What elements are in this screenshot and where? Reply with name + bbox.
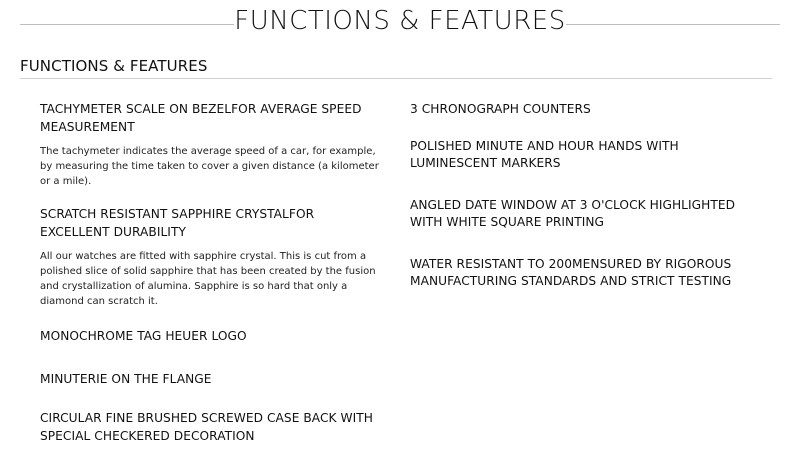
feature-title: 3 CHRONOGRAPH COUNTERS	[410, 102, 591, 116]
feature-item	[40, 328, 385, 346]
feature-item	[40, 206, 385, 309]
feature-item	[410, 197, 760, 232]
feature-description: All our watches are fitted with sapphire crystal. This is cut from a polished slice of solid sapphire that has been created by the fusion and crystallization of alumina. Sapphire is so hard that only a diamond can scratch it.	[40, 251, 376, 307]
section-divider	[20, 78, 772, 79]
header-divider-right	[566, 24, 780, 25]
feature-title: WATER RESISTANT TO 200MENSURED BY RIGOROUS MANUFACTURING STANDARDS AND STRICT TESTING	[410, 256, 732, 288]
feature-title: POLISHED MINUTE AND HOUR HANDS WITH LUMINESCENT MARKERS	[410, 138, 679, 170]
feature-title: CIRCULAR FINE BRUSHED SCREWED CASE BACK WITH SPECIAL CHECKERED DECORATION	[40, 411, 373, 443]
feature-description: The tachymeter indicates the average speed of a car, for example, by measuring the time taken to cover a given distance (a kilometer or a mile).	[40, 146, 379, 187]
feature-title: SCRATCH RESISTANT SAPPHIRE CRYSTALFOR EXCELLENT DURABILITY	[40, 207, 315, 239]
feature-title: TACHYMETER SCALE ON BEZELFOR AVERAGE SPEED MEASUREMENT	[40, 102, 362, 134]
feature-title: ANGLED DATE WINDOW AT 3 O'CLOCK HIGHLIGHTED WITH WHITE SQUARE PRINTING	[410, 197, 736, 229]
feature-item	[40, 101, 385, 189]
feature-item	[40, 410, 385, 445]
features-right-column	[410, 101, 760, 307]
feature-title: MINUTERIE ON THE FLANGE	[40, 371, 212, 386]
features-left-column	[40, 101, 385, 461]
feature-item	[410, 256, 760, 291]
feature-item	[410, 101, 760, 119]
section-title: FUNCTIONS & FEATURES	[20, 57, 208, 75]
header-divider-left	[20, 24, 234, 25]
page-header	[0, 0, 800, 50]
feature-title: MONOCHROME TAG HEUER LOGO	[40, 329, 247, 343]
page-title: FUNCTIONS & FEATURES	[234, 6, 566, 36]
feature-item	[40, 371, 385, 389]
feature-item	[410, 138, 760, 173]
